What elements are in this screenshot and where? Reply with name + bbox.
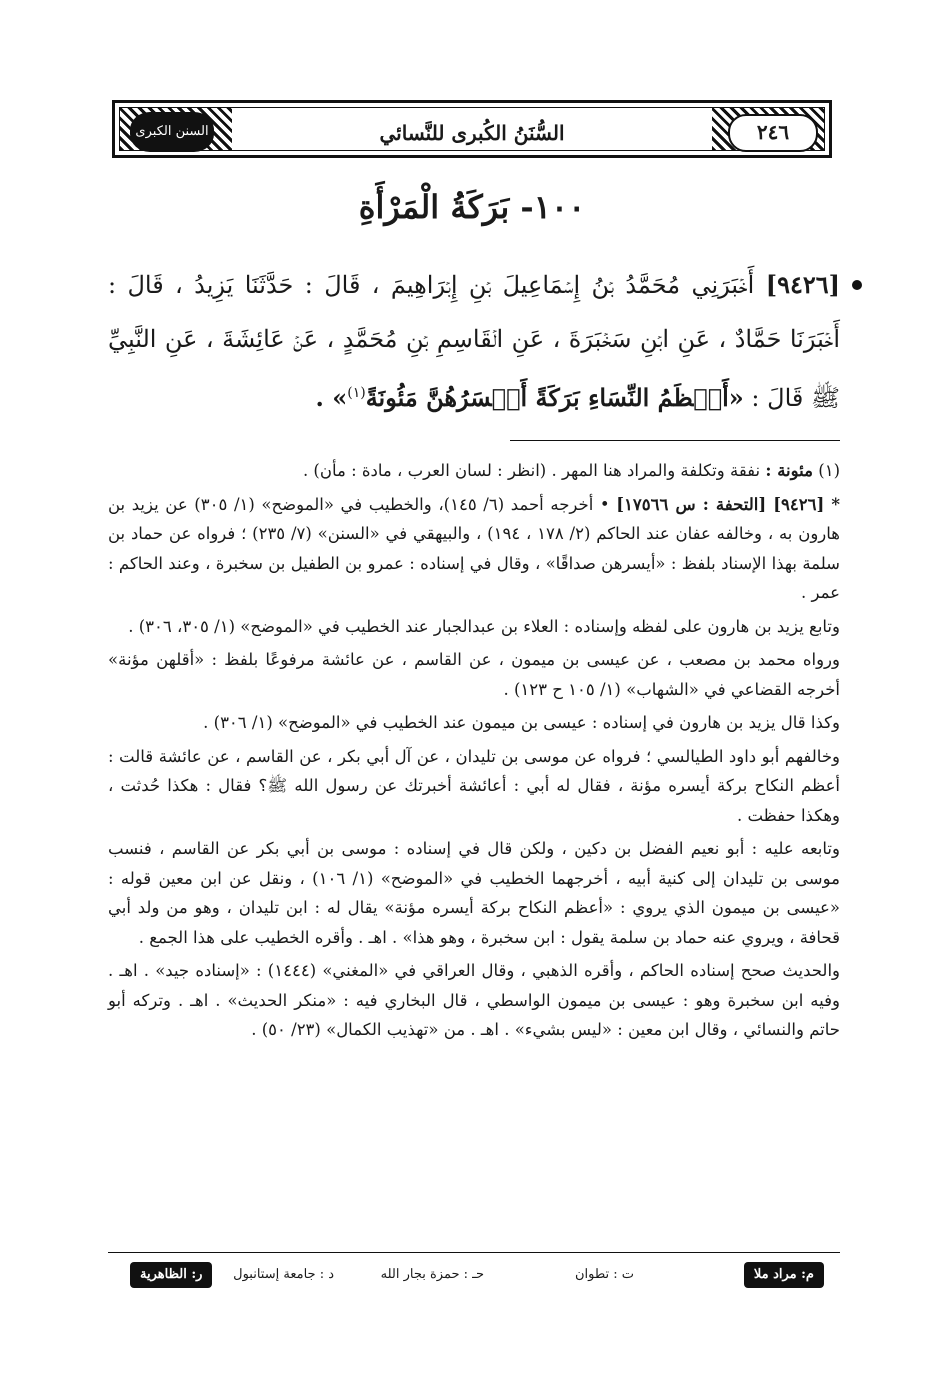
siglum-t: ت : تطوان	[574, 1267, 634, 1282]
page-number: ٢٤٦	[728, 114, 818, 152]
takhrij-text: • أخرجه أحمد (٦/ ١٤٥)، والخطيب في «الموضح» (١/ ٣٠٥) عن يزيد بن هارون به ، وخالفه عفان عند الحاكم (٢/ ١٧٨ ، ١٩٤) ، والبيهقي في «السنن» (٧/ ٢٣٥) ؛ فرواه عن حماد بن سلمة بهذا الإسناد بلفظ : «أيسرهن صداقًا» ، وقال في إسناده : عمرو بن الطفيل بن سخبرة ، وعند الحاكم : عمر .	[108, 494, 840, 602]
hadith-qala: قَالَ :	[751, 384, 804, 412]
takhrij-heading: * [٩٤٢٦] [التحفة : س ١٧٥٦٦]	[616, 494, 841, 514]
bullet-icon	[852, 280, 862, 290]
footnotes	[108, 456, 840, 1049]
siglum-r: ر: الظاهرية	[130, 1262, 212, 1288]
footnote-1-number: (١)	[818, 461, 840, 480]
takhrij-paragraph	[108, 490, 840, 608]
note-paragraph-4: وكذا قال يزيد بن هارون في إسناده : عيسى بن ميمون عند الخطيب في «الموضح» (١/ ٣٠٦) .	[203, 713, 840, 732]
hadith-text	[108, 258, 840, 425]
siglum-m: م: مراد ملا	[744, 1262, 824, 1288]
note-paragraph-5: وخالفهم أبو داود الطيالسي ؛ فرواه عن موسى بن تليدان ، عن آل أبي بكر ، عن القاسم ، عن عائشة قالت : أعظم النكاح بركة أيسره مؤنة ، فقال له أبي : أعائشة أخبرتك عن رسول الله ﷺ؟ فقال : هكذا حُدثت ، وهكذا حفظت .	[108, 746, 840, 825]
footnote-marker: (١)	[347, 385, 366, 401]
hadith-matn: «أَعۡظَمُ النِّسَاءِ بَرَكَةً أَيۡسَرُهُنَّ مَئُونَةً	[365, 383, 744, 412]
footnote-1	[108, 456, 840, 486]
note-paragraph-2: وتابع يزيد بن هارون على لفظه وإسناده : العلاء بن عبدالجبار عند الخطيب في «الموضح» (١/ ٣٠٥، ٣٠٦) .	[128, 616, 840, 636]
note-paragraph-7: والحديث صحح إسناده الحاكم ، وأقره الذهبي ، وقال العراقي في «المغني» (١٤٤٤) : «إسناده جيد» . اهـ . وفيه ابن سخبرة وهو : عيسى بن ميمون الواسطي ، قال البخاري فيه : «منكر الحديث» . اهـ . وتركه أبو حاتم والنسائي ، وقال ابن معين : «ليس بشيء» . اهـ . من «تهذيب الكمال» (٢٣/ ٥٠) .	[108, 961, 841, 1039]
hadith-number: [٩٤٢٦]	[765, 270, 840, 299]
page-header	[112, 100, 832, 158]
hadith-close: » .	[315, 383, 348, 412]
siglum-h: حـ : حمزة بجار الله	[380, 1267, 484, 1282]
manuscript-sigla-footer	[130, 1262, 824, 1292]
siglum-d: د : جامعة إستانبول	[233, 1267, 334, 1282]
book-title: السُّنَنُ الكُبرى للنَّسائي	[379, 121, 565, 145]
footnote-1-word: مئونة :	[765, 461, 813, 480]
footnote-1-text: نفقة وتكلفة والمراد هنا المهر . (انظر : لسان العرب ، مادة : مأن) .	[302, 461, 761, 480]
hadith-isnad: أَخۡبَرَنِي مُحَمَّدُ بۡنُ إِسۡمَاعِيلَ بۡنِ إِبۡرَاهِيمَ ، قَالَ : حَدَّثَنَا يَزِيدُ ، قَالَ : أَخۡبَرَنَا حَمَّادٌ ، عَنِ ابۡنِ سَخۡبَرَةَ ، عَنِ الۡقَاسِمِ بۡنِ مُحَمَّدٍ ، عَنۡ عَائِشَةَ ، عَنِ النَّبِيِّ ﷺ	[108, 271, 840, 412]
footnote-divider	[510, 440, 840, 441]
footer-divider	[108, 1252, 840, 1253]
header-frame	[119, 107, 825, 151]
book-seal-logo: السنن الكبرى	[130, 112, 214, 152]
note-paragraph-3: ورواه محمد بن مصعب ، عن عيسى بن ميمون ، عن القاسم ، عن عائشة مرفوعًا بلفظ : «أقلهن مؤنة» أخرجه القضاعي في «الشهاب» (١/ ١٠٥ ح ١٢٣) .	[108, 650, 840, 699]
chapter-title: ١٠٠- بَرَكَةُ الْمَرْأَةِ	[358, 188, 586, 226]
note-paragraph-6: وتابعه عليه : أبو نعيم الفضل بن دكين ، ولكن قال في إسناده : موسى بن أبي بكر عن القاسم ، فنسب موسى بن تليدان إلى كنية أبيه ، أخرجهما الخطيب في «الموضح» (١/ ١٠٦) ، ونقل عن ابن معين قوله : «عيسى بن ميمون الذي يروي : «أعظم النكاح بركة أيسره مؤنة» يقال له : ابن تليدان ، وهو من ولد أبي قحافة ، ويروي عنه حماد بن سلمة يقول : ابن سخبرة ، وهو هذا» . اهـ . وأقره الخطيب على هذا الجمع .	[108, 839, 840, 947]
